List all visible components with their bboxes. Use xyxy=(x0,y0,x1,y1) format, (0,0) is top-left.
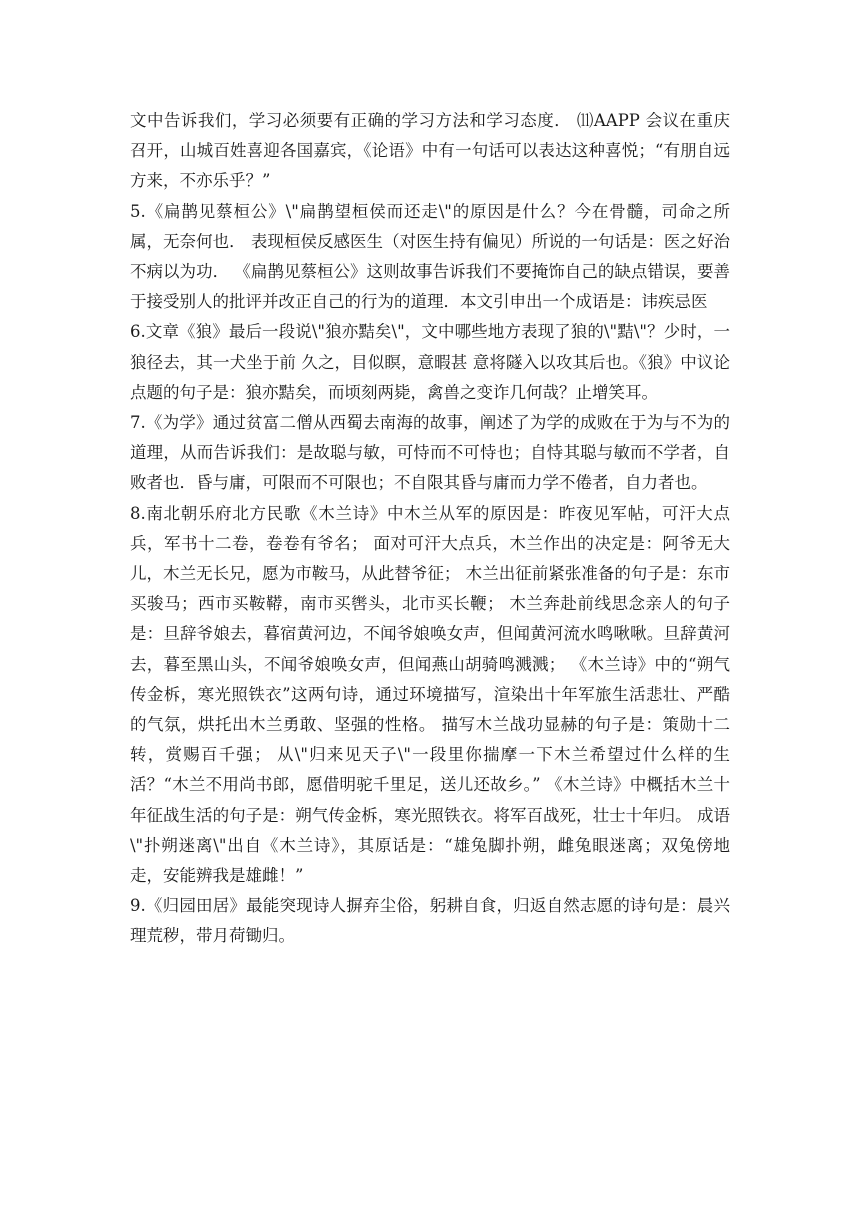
paragraph-guiyuantianju: 9.《归园田居》最能突现诗人摒弃尘俗，躬耕自食，归返自然志愿的诗句是：晨兴理荒秽，带月荷锄归。 xyxy=(130,896,730,946)
paragraph-bianque: 5.《扁鹊见蔡桓公》\"扁鹊望桓侯而还走\"的原因是什么？今在骨髓，司命之所属，无奈何也． 表现桓侯反感医生（对医生持有偏见）所说的一句话是：医之好治不病以为功． 《扁鹊见蔡桓公》这则故事告诉我们不要掩饰自己的缺点错误，要善于接受别人的批评并改正自己的行为的道理．本文引申出一个成语是：讳疾忌医 xyxy=(130,201,730,312)
paragraph-mulan: 8.南北朝乐府北方民歌《木兰诗》中木兰从军的原因是：昨夜见军帖，可汗大点兵，军书十二卷，卷卷有爷名； 面对可汗大点兵，木兰作出的决定是：阿爷无大儿，木兰无长兄，愿为市鞍马，从此替爷征； 木兰出征前紧张准备的句子是：东市买骏马；西市买鞍鞯，南市买辔头，北市买长鞭； 木兰奔赴前线思念亲人的句子是：旦辞爷娘去，暮宿黄河边，不闻爷娘唤女声，但闻黄河流水鸣啾啾。旦辞黄河去，暮至黑山头，不闻爷娘唤女声，但闻燕山胡骑鸣溅溅； 《木兰诗》中的“朔气传金柝，寒光照铁衣”这两句诗，通过环境描写，渲染出十年军旅生活悲壮、严酷的气氛，烘托出木兰勇敢、坚强的性格。 描写木兰战功显赫的句子是：策勋十二转，赏赐百千强； 从\"归来见天子\"一段里你揣摩一下木兰希望过什么样的生活？“木兰不用尚书郎，愿借明驼千里足，送儿还故乡。” 《木兰诗》中概括木兰十年征战生活的句子是：朔气传金柝，寒光照铁衣。将军百战死，壮士十年归。 成语\"扑朔迷离\"出自《木兰诗》，其原话是：“雄兔脚扑朔，雌兔眼迷离；双兔傍地走，安能辨我是雄雌！” xyxy=(130,503,730,886)
paragraph-weixue: 7.《为学》通过贫富二僧从西蜀去南海的故事，阐述了为学的成败在于为与不为的道理，从而告诉我们：是故聪与敏，可恃而不可恃也；自恃其聪与敏而不学者，自败者也．昏与庸，可限而不可限也；不自限其昏与庸而力学不倦者，自力者也。 xyxy=(130,413,730,493)
paragraph-learning-attitude: 文中告诉我们，学习必须要有正确的学习方法和学习态度． ⑾AAPP 会议在重庆召开，山城百姓喜迎各国嘉宾，《论语》中有一句话可以表达这种喜悦；“有朋自远方来，不亦乐乎？” xyxy=(130,111,730,191)
document-body xyxy=(130,106,730,952)
paragraph-wolf: 6.文章《狼》最后一段说\"狼亦黠矣\"，文中哪些地方表现了狼的\"黠\"？少时，一狼径去，其一犬坐于前 久之，目似瞑，意暇甚 意将隧入以攻其后也。《狼》中议论点题的句子是：狼亦黠矣，而顷刻两毙，禽兽之变诈几何哉？止增笑耳。 xyxy=(130,322,730,402)
